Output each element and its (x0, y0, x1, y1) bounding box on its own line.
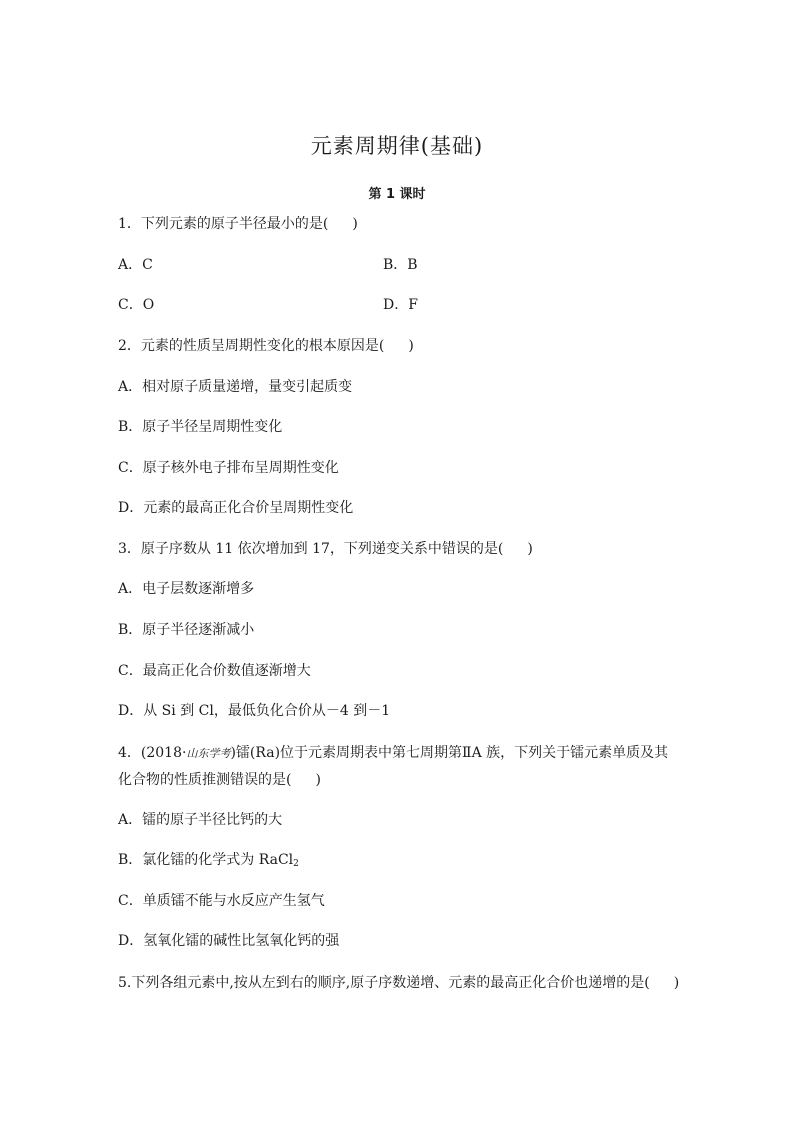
lesson-label: 第 1 课时 (368, 187, 426, 202)
page-title: 元素周期律(基础) (310, 134, 484, 158)
question-4-option-a: A．镭的原子半径比钙的大 (118, 812, 283, 828)
question-1-option-a: A．C (118, 257, 153, 273)
question-3-option-a: A．电子层数逐渐增多 (118, 581, 255, 597)
question-4-option-b: B．氯化镭的化学式为 RaCl$_2$ (118, 852, 299, 869)
question-4-stem-line-2: 化合物的性质推测错误的是( ) (118, 772, 321, 788)
question-3-stem: 3．原子序数从 11 依次增加到 17，下列递变关系中错误的是( ) (118, 541, 533, 557)
question-1-option-b: B．B (383, 257, 418, 273)
question-4-stem-line-1: 4．(2018·山东学考)镭(Ra)位于元素周期表中第七周期第ⅡA 族，下列关于镭元素单质及其 (118, 745, 669, 761)
question-source-tag: 山东学考 (186, 747, 231, 760)
question-2-option-a: A．相对原子质量递增，量变引起质变 (118, 379, 353, 395)
question-3-option-d: D．从 Si 到 Cl，最低负化合价从－4 到－1 (118, 703, 391, 719)
question-2-option-b: B．原子半径呈周期性变化 (118, 419, 283, 435)
question-4-option-c: C．单质镭不能与水反应产生氢气 (118, 893, 325, 909)
question-1-stem: 1．下列元素的原子半径最小的是( ) (118, 216, 358, 232)
question-5-stem: 5.下列各组元素中,按从左到右的顺序,原子序数递增、元素的最高正化合价也递增的是( ) (118, 975, 680, 991)
question-1-option-c: C．O (118, 297, 155, 313)
question-2-stem: 2．元素的性质呈周期性变化的根本原因是( ) (118, 338, 414, 354)
question-3-option-b: B．原子半径逐渐减小 (118, 622, 255, 638)
question-4-option-d: D．氢氧化镭的碱性比氢氧化钙的强 (118, 933, 340, 949)
question-3-option-c: C．最高正化合价数值逐渐增大 (118, 663, 311, 679)
question-2-option-c: C．原子核外电子排布呈周期性变化 (118, 460, 339, 476)
question-2-option-d: D．元素的最高正化合价呈周期性变化 (118, 500, 354, 516)
question-1-option-d: D．F (383, 297, 418, 313)
